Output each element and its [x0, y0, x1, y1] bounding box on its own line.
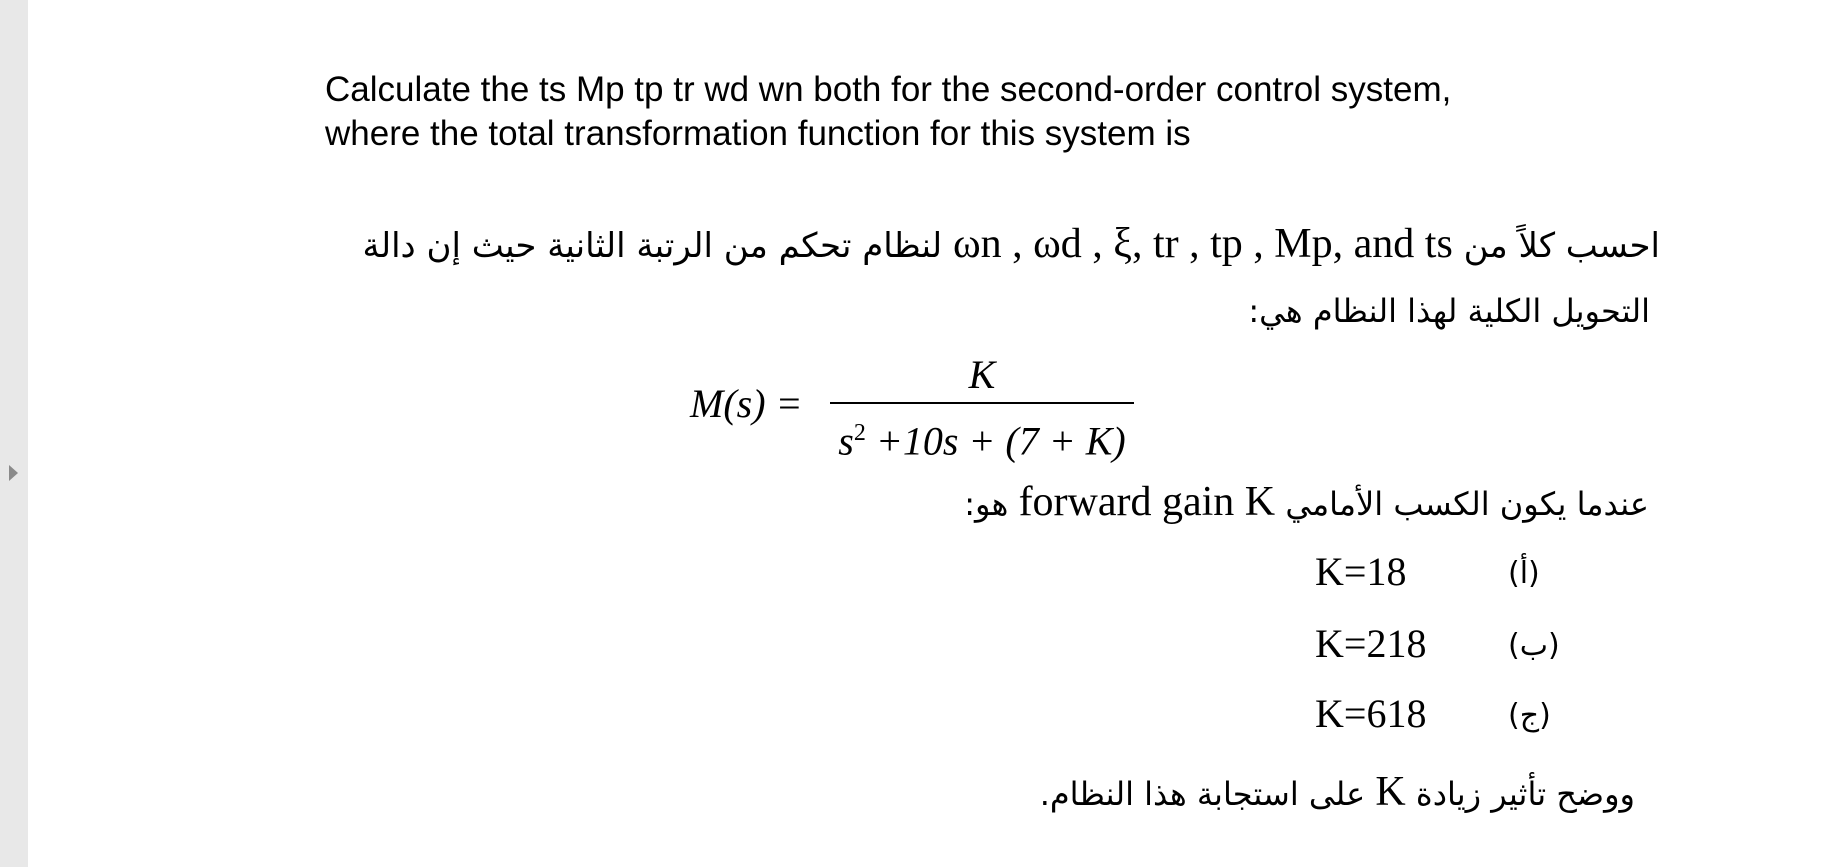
closing-k: K	[1375, 769, 1406, 815]
option-value-2: K=218	[1315, 621, 1427, 666]
arabic-text: ووضح تأثير زيادة	[1415, 775, 1635, 813]
question-arabic-line1	[363, 220, 1660, 268]
option-value-1: K=18	[1315, 549, 1407, 594]
arabic-text: عندما يكون الكسب الأمامي	[1285, 485, 1649, 523]
equation-lhs: M(s) =	[690, 381, 803, 426]
denominator-exponent: 2	[853, 420, 866, 446]
option-label-3: (ج)	[1508, 698, 1551, 733]
question-english	[325, 68, 1451, 156]
question-arabic-line2: التحويل الكلية لهذا النظام هي:	[1248, 292, 1650, 330]
equation-numerator: K	[968, 352, 996, 397]
left-gutter	[0, 0, 28, 867]
equation-fraction	[830, 350, 1134, 464]
closing-line	[1040, 768, 1635, 816]
arabic-text: لنظام تحكم من الرتبة الثانية حيث إن دالة	[362, 226, 943, 266]
forward-gain-text: forward gain K	[1018, 479, 1276, 525]
question-english-line1: Calculate the ts Mp tp tr wd wn both for the second-order control system,	[325, 70, 1452, 109]
equation-denominator	[830, 404, 1134, 464]
expand-arrow-icon[interactable]	[9, 465, 18, 481]
question-english-line2: where the total transformation function for this system is	[325, 114, 1191, 153]
option-label-1: (أ)	[1508, 556, 1540, 591]
denominator-s: s	[838, 418, 854, 464]
arabic-text: هو:	[964, 485, 1009, 523]
denominator-rest: +10s + (7 + K)	[865, 418, 1126, 464]
option-label-2: (ب)	[1508, 628, 1560, 663]
arabic-text: احسب كلاً من	[1463, 226, 1660, 266]
arabic-text: على استجابة هذا النظام.	[1039, 775, 1366, 813]
option-value-3: K=618	[1315, 691, 1427, 736]
forward-gain-line	[964, 478, 1649, 526]
symbol-list: ωn , ωd , ξ, tr , tp , Mp, and ts	[952, 221, 1453, 267]
